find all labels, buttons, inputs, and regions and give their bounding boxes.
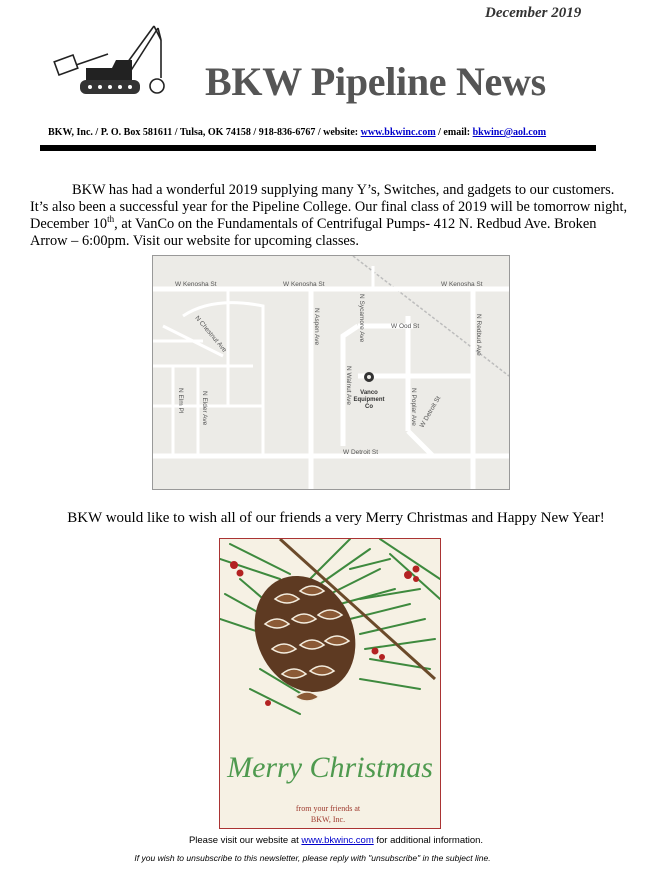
map-label-walnut: N Walnut Ave — [345, 366, 352, 406]
christmas-card-image — [219, 538, 441, 829]
map-label-kenosha-3: W Kenosha St — [441, 281, 483, 288]
contact-address: BKW, Inc. / P. O. Box 581611 / Tulsa, OK 74158 / 918-836-6767 / website: — [48, 127, 361, 138]
email-link[interactable]: bkwinc@aol.com — [472, 127, 547, 138]
article-superscript: th — [107, 214, 115, 225]
visit-text-before: Please visit our website at — [188, 835, 302, 846]
card-headline: Merry Christmas — [227, 751, 433, 784]
pipelayer-logo — [46, 20, 172, 104]
unsubscribe-note: If you wish to unsubscribe to this newsletter, please reply with "unsubscribe" in the subject line. — [134, 853, 491, 863]
map-label-aspen: N Aspen Ave — [313, 308, 320, 346]
newsletter-date: December 2019 — [485, 5, 582, 21]
visit-text-after: for additional information. — [373, 835, 484, 846]
map-place-line-2: Equipment — [353, 397, 385, 403]
card-from-line-1: from your friends at — [295, 804, 361, 813]
article-text-part2: , at VanCo on the Fundamentals of Centrifugal Pumps- 412 N. Redbud Ave. Broken Arrow – 6:00pm. Visit our website for upcoming classes. — [30, 216, 597, 249]
article-text-part1: BKW has had a wonderful 2019 supplying many Y’s, Switches, and gadgets to our customers. It’s also been a successful year for the Pipeline College. Our final class of 2019 will be tomorrow night, December 10 — [30, 182, 628, 232]
map-label-chestnut: N Chestnut Ave — [193, 314, 228, 354]
header-divider — [40, 145, 596, 151]
map-label-kenosha-2: W Kenosha St — [283, 281, 325, 288]
article-paragraph — [30, 182, 635, 250]
map-label-detroit-1: W Detroit St — [343, 449, 379, 456]
visit-website-line — [0, 835, 672, 846]
map-place-line-1: Vanco — [360, 390, 378, 396]
newsletter-title: BKW Pipeline News — [205, 59, 546, 104]
map-label-elm: N Elm Pl — [177, 388, 184, 414]
location-map[interactable] — [152, 255, 510, 490]
map-label-poplar: N Poplar Ave — [410, 388, 417, 426]
map-place-line-3: Co — [365, 404, 373, 410]
contact-line — [48, 127, 546, 138]
map-label-sycamore: N Sycamore Ave — [358, 294, 365, 343]
holiday-greeting: BKW would like to wish all of our friends a very Merry Christmas and Happy New Year! — [67, 510, 605, 526]
map-label-kenosha-1: W Kenosha St — [175, 281, 217, 288]
map-label-ood: W Ood St — [391, 323, 420, 330]
map-label-redbud: N Redbud Ave — [475, 314, 482, 356]
map-label-elder: N Elder Ave — [201, 391, 208, 426]
email-label: / email: — [435, 127, 473, 138]
footer-website-link[interactable]: www.bkwinc.com — [301, 835, 374, 846]
website-link[interactable]: www.bkwinc.com — [360, 127, 436, 138]
map-label-detroit-2: W Detroit St — [418, 395, 443, 429]
card-from-line-2: BKW, Inc. — [310, 815, 346, 824]
